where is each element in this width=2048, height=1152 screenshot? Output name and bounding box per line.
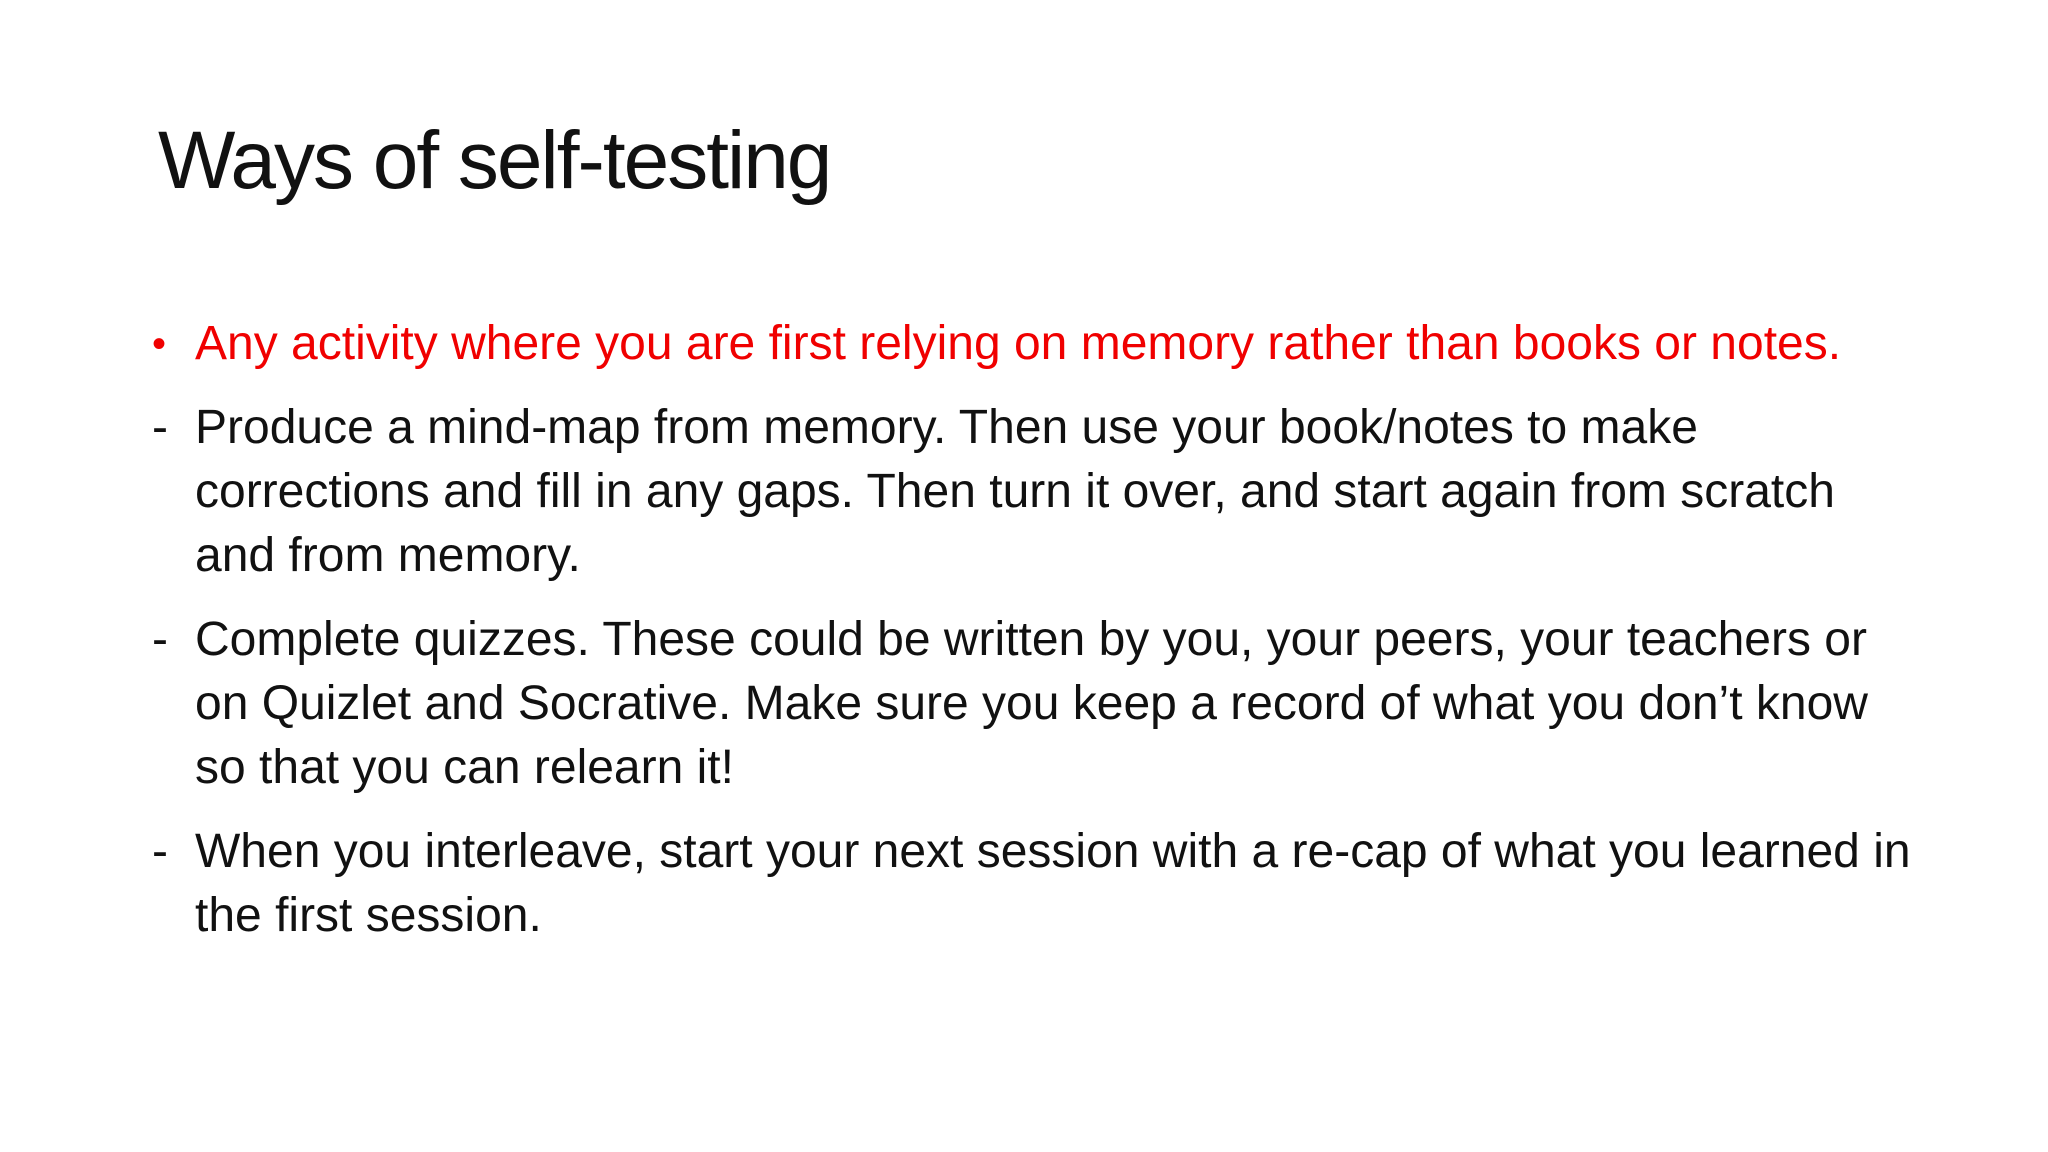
interleave-text: When you interleave, start your next session with a re-cap of what you learned in the first session. xyxy=(195,825,1911,942)
mind-map-item xyxy=(152,396,1912,588)
dash-marker: - xyxy=(152,825,168,878)
bullet-marker: • xyxy=(152,322,167,366)
interleave-item xyxy=(152,820,1912,948)
dash-marker: - xyxy=(152,613,168,666)
bullet-text: Any activity where you are first relying on memory rather than books or notes. xyxy=(195,317,1842,370)
dash-marker: - xyxy=(152,401,168,454)
slide-title: Ways of self-testing xyxy=(158,115,831,206)
highlighted-bullet-item xyxy=(152,312,1912,376)
quizzes-text: Complete quizzes. These could be written by you, your peers, your teachers or on Quizlet and Socrative. Make sure you keep a record of what you don’t know so that you can relearn it! xyxy=(195,613,1868,794)
slide-content-list xyxy=(152,312,1912,968)
quizzes-item xyxy=(152,608,1912,800)
mind-map-text: Produce a mind-map from memory. Then use your book/notes to make corrections and fill in any gaps. Then turn it over, and start again from scratch and from memory. xyxy=(195,401,1835,582)
